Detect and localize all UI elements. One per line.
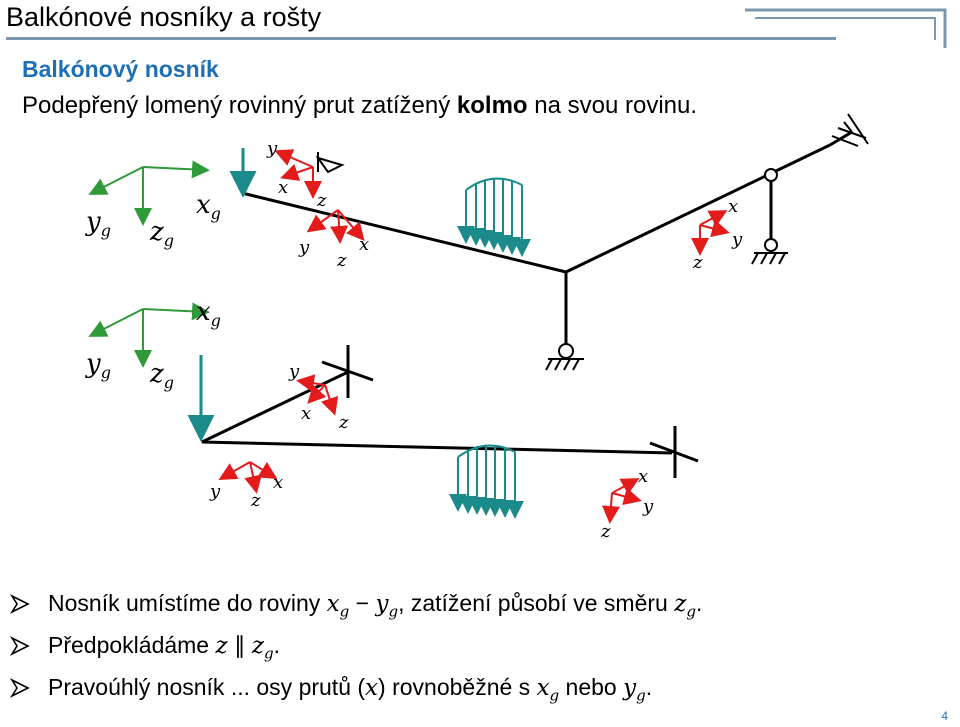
pin-support-top-middle: [546, 344, 584, 370]
distributed-load-bottom: [458, 445, 515, 515]
bullet-text: Pravoúhlý nosník ... osy prutů (: [48, 674, 366, 700]
local-label-y-bot1: y: [289, 361, 300, 382]
math-zg: $z_g$: [251, 633, 274, 663]
slide-title: Balkónové nosníky a rošty: [6, 2, 322, 32]
local-label-x-top3: x: [728, 196, 739, 217]
math-xg: $x_g$: [536, 675, 560, 705]
bullet-item: [10, 586, 702, 628]
bullet-text: ) rovnoběžné s: [378, 674, 537, 700]
bullet-item: [10, 670, 702, 712]
local-label-x-bot3: x: [638, 466, 649, 487]
local-label-x-bot1: x: [301, 403, 312, 424]
axis-label-xg-top: $x_g$: [196, 190, 221, 223]
local-label-x-bot2: x: [273, 472, 284, 493]
bullet-text: ∥: [227, 632, 252, 658]
local-label-z-bot3: z: [601, 521, 611, 542]
local-label-y-top1: y: [267, 138, 278, 159]
intro-post: na svou rovinu.: [527, 92, 698, 119]
bullet-text: .: [645, 674, 653, 700]
local-label-z-bot2: z: [251, 490, 261, 511]
local-label-y-bot3: y: [643, 496, 654, 517]
pin-support-top-left: [318, 152, 342, 172]
local-axes-bottom-3: [610, 480, 638, 520]
local-label-x-top1: x: [278, 177, 289, 198]
beam-top: [242, 132, 852, 345]
bullet-text: nebo: [559, 674, 624, 700]
bullet-arrow-icon: [10, 594, 30, 614]
bullet-arrow-icon: [10, 636, 30, 656]
bullet-text: Předpokládáme: [48, 632, 216, 658]
math-z: z: [215, 633, 228, 659]
global-axes-bottom: [92, 309, 206, 364]
local-label-z-top1: z: [317, 190, 327, 211]
bullet-text: −: [349, 590, 376, 616]
section-subtitle: Balkónový nosník: [22, 56, 219, 82]
axis-label-zg-top: $z_g$: [150, 217, 174, 250]
beam-bottom: [202, 372, 672, 453]
local-label-x-top2: x: [359, 234, 370, 255]
local-label-z-top3: z: [693, 252, 703, 273]
axis-label-yg-top: $y_g$: [86, 207, 111, 240]
local-label-y-top2: y: [299, 237, 310, 258]
math-x: x: [365, 675, 379, 701]
axis-label-xg-bottom: $x_g$: [196, 297, 221, 330]
bullet-arrow-icon: [10, 678, 30, 698]
local-label-z-top2: z: [337, 250, 347, 271]
bullet-text: .: [273, 632, 281, 658]
local-label-z-bot1: z: [339, 412, 349, 433]
global-axes-top: [92, 167, 206, 222]
math-yg: $y_g$: [623, 675, 646, 705]
local-axes-top-3: [700, 212, 726, 252]
bullet-text: Nosník umístíme do roviny: [48, 590, 327, 616]
math-z: $z_g$: [674, 591, 696, 621]
bullet-item: [10, 628, 702, 670]
local-label-y-bot2: y: [210, 481, 221, 502]
bullet-text: , zatížení působí ve směru: [398, 590, 675, 616]
distributed-load-top: [466, 179, 522, 253]
math-y: $y_g$: [375, 591, 399, 621]
intro-bold: kolmo: [456, 92, 528, 119]
local-axes-bottom-2: [222, 462, 274, 490]
bullet-list: [10, 586, 702, 712]
page-number: 4: [941, 709, 948, 723]
axis-label-yg-bottom: $y_g$: [86, 349, 111, 382]
axis-label-zg-bottom: $z_g$: [150, 359, 174, 392]
math-x: $x_g$: [326, 591, 350, 621]
bullet-text: .: [695, 590, 703, 616]
local-label-y-top3: y: [732, 229, 743, 250]
intro-pre: Podepřený lomený rovinný prut zatížený: [22, 92, 457, 119]
fixed-support-bottom-left: [322, 345, 373, 398]
